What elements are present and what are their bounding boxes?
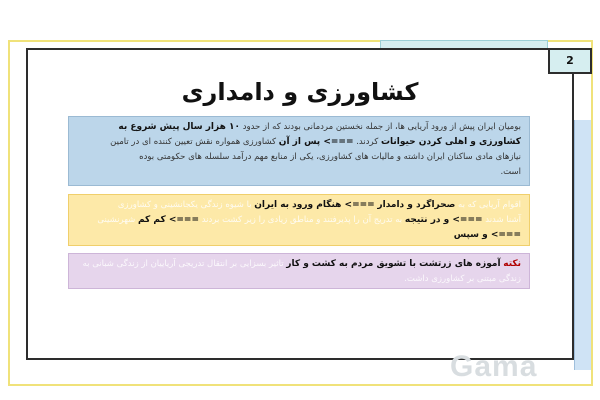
page-number: 2: [548, 48, 592, 74]
intro-bold-3: ===> پس از آن: [278, 137, 354, 147]
aryan-box: [68, 194, 530, 246]
aryan-faint-4: به تدریج آن را پذیرفتند و مناطق زیادی را زیر کشت بردند: [201, 215, 403, 225]
aryan-bold-3: ===> و در نتیجه: [404, 215, 483, 225]
intro-text-5: است.: [500, 167, 521, 177]
gama-watermark: Gama: [450, 350, 538, 383]
aryan-bold-1: صحراگرد و دامدار: [377, 200, 456, 210]
aryan-faint-2: با شیوه زندگی یکجانشینی و کشاورزی: [117, 200, 252, 210]
aryan-bold-5: ===> و سپس: [453, 230, 521, 240]
slide-title: کشاورزی و دامداری: [181, 78, 419, 106]
aryan-bold-4: ===> کم کم: [137, 215, 199, 225]
note-label: نکته: [503, 259, 521, 269]
aryan-faint-3: آشنا شدند: [485, 215, 521, 225]
note-faint-2: زندگی مبتنی بر کشاورزی داشت.: [404, 274, 521, 284]
note-box: [68, 253, 530, 289]
intro-box: [68, 116, 530, 186]
note-faint-1: تاثیر بسزایی بر انتقال تدریجی آریاییان از زندگی شبانی به: [82, 259, 284, 269]
aryan-bold-2: ===> هنگام ورود به ایران: [254, 200, 375, 210]
note-bold: آموزه های زرتشت با تشویق مردم به کشت و کار: [286, 259, 501, 269]
aryan-faint-5: شهرنشینی: [97, 215, 136, 225]
aryan-faint-1: اقوام آریایی که به: [458, 200, 521, 210]
intro-bold-2: کشاورزی و اهلی کردن حیوانات: [380, 137, 521, 147]
intro-text-4: نیازهای مادی ساکنان ایران داشته و مالیات های کشاورزی، یکی از منابع مهم درآمد سلسله های حکومتی بوده: [139, 152, 521, 162]
intro-text-1: بومیان ایران پیش از ورود آریایی ها، از جمله نخستین مردمانی بودند که از حدود: [242, 122, 521, 132]
intro-text-2: کردند.: [356, 137, 379, 147]
intro-text-3: کشاورزی همواره نقش تعیین کننده ای در تامین: [110, 137, 277, 147]
intro-bold-1: ۱۰ هزار سال پیش شروع به: [118, 122, 240, 132]
right-blue-bar: [574, 120, 591, 370]
